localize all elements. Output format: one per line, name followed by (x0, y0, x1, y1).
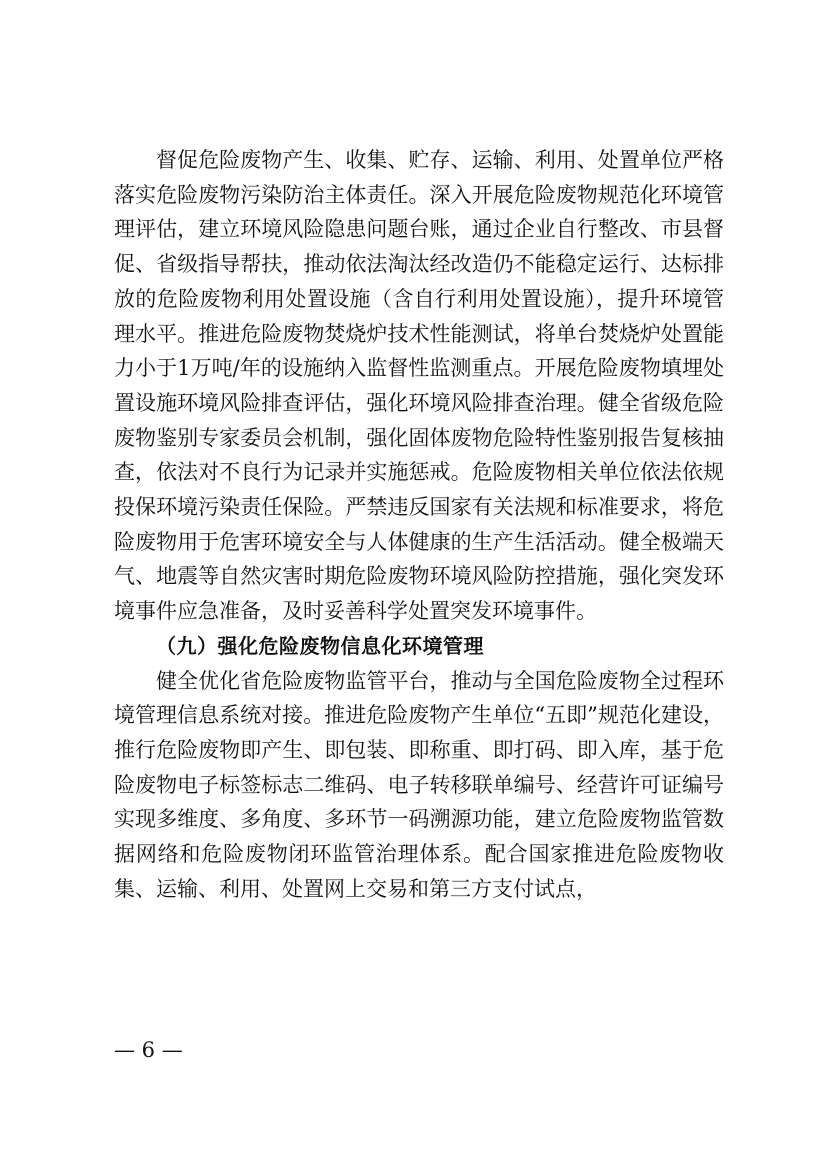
body-paragraph: 健全优化省危险废物监管平台，推动与全国危险废物全过程环境管理信息系统对接。推进危险废物产生单位“五即”规范化建设，推行危险废物即产生、即包装、即称重、即打码、即入库，基于危险废物电子标签标志二维码、电子转移联单编号、经营许可证编号实现多维度、多角度、多环节一码溯源功能，建立危险废物监管数据网络和危险废物闭环监管治理体系。配合国家推进危险废物收集、运输、利用、处置网上交易和第三方支付试点， (114, 668, 724, 901)
body-paragraph: 督促危险废物产生、收集、贮存、运输、利用、处置单位严格落实危险废物污染防治主体责任。深入开展危险废物规范化环境管理评估，建立环境风险隐患问题台账，通过企业自行整改、市县督促、省级指导帮扶，推动依法淘汰经改造仍不能稳定运行、达标排放的危险废物利用处置设施（含自行利用处置设施），提升环境管理水平。推进危险废物焚烧炉技术性能测试，将单台焚烧炉处置能力小于1万吨/年的设施纳入监督性监测重点。开展危险废物填埋处置设施环境风险排查评估，强化环境风险排查治理。健全省级危险废物鉴别专家委员会机制，强化固体废物危险特性鉴别报告复核抽查，依法对不良行为记录并实施惩戒。危险废物相关单位依法依规投保环境污染责任保险。严禁违反国家有关法规和标准要求，将危险废物用于危害环境安全与人体健康的生产生活活动。健全极端天气、地震等自然灾害时期危险废物环境风险防控措施，强化突发环境事件应急准备，及时妥善科学处置突发环境事件。 (114, 148, 724, 624)
document-body (114, 143, 724, 906)
page-number: — 6 — (114, 1038, 183, 1062)
section-heading: （九）强化危险废物信息化环境管理 (156, 633, 484, 658)
